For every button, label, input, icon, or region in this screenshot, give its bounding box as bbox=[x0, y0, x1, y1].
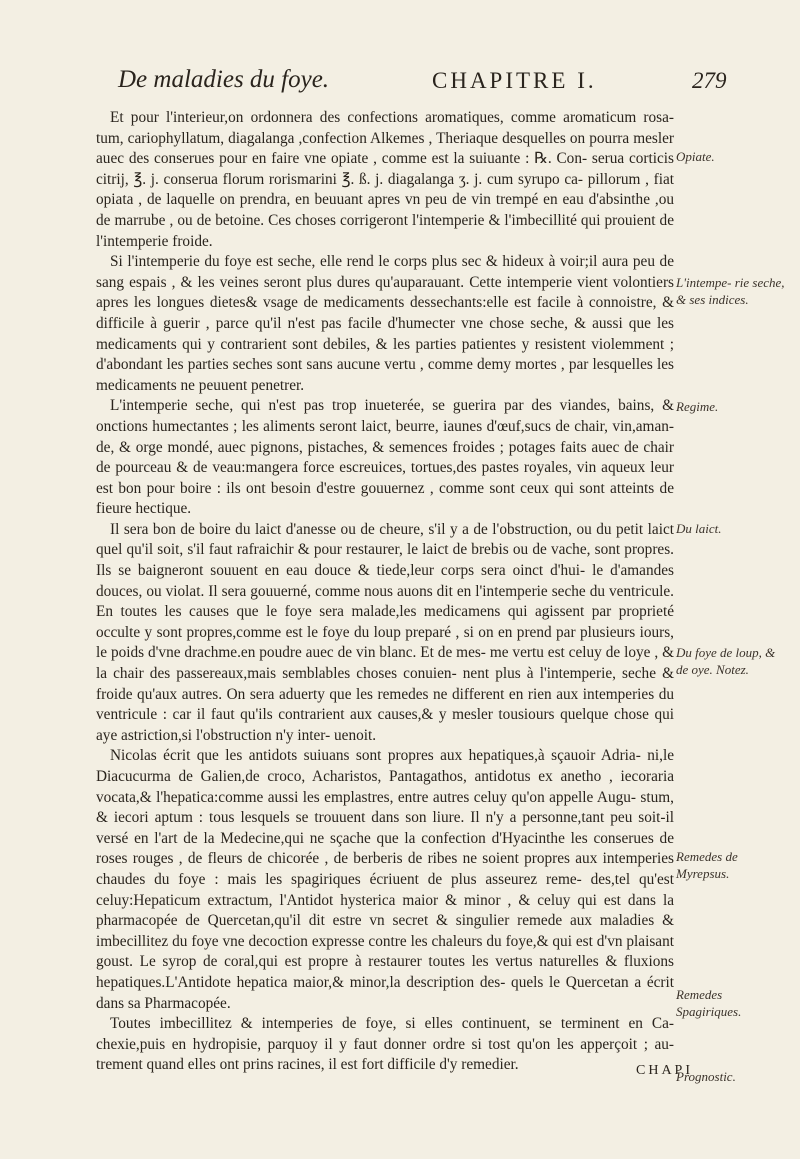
margin-note-spagiric: Remedes Spagiriques. bbox=[676, 987, 742, 1019]
margin-note-milk: Du laict. bbox=[676, 521, 722, 536]
margin-note-myrepsus: Remedes de Myrepsus. bbox=[676, 849, 738, 881]
margin-note-wolf-liver: Du foye de loup, & de oye. Notez. bbox=[676, 645, 776, 677]
running-header bbox=[0, 66, 800, 106]
paragraph-prognostic: Toutes imbecillitez & intemperies de foye, si elles continuent, se terminent en Ca- chexie,puis en hydropisie, parquoy il y faut donner ordre si tost qu'on les apperçoit ; au- trement quand elles ont prins racines, il est fort difficile d'y remedier. bbox=[96, 1015, 674, 1074]
catchword: CHAPI bbox=[636, 1063, 694, 1078]
running-title: De maladies du foye. bbox=[118, 66, 330, 93]
paragraph-antidotes: Nicolas écrit que les antidots suiuans sont propres aux hepatiques,à sçauoir Adria- ni,le Diacucurma de Galien,de croco, Acharistos, Pantagathos, antidotus ex anetho , iecoraria vocata,& l'hepatica:comme aussi les emplastres, entre autres celuy qu'on appelle Augu- stum, & iecori aptum : tous lesquels se trouuent dans son liure. Il n'y a personne,tant peu soit-il versé en l'art de la Medecine,qui ne sçache que la confection d'Hyacinthe les conserues de roses rouges , de fleurs de chicorée , de berberis de ribes ne soient propres aux intemperies chaudes du foye : mais les spagiriques écriuent de plus asseurez reme- des,tel qu'est celuy:Hepaticum extractum, l'Antidot hysterica maior & minor , & celuy qui est dans la pharmacopée de Quercetan,qu'il dit estre vn secret & singulier remede aux maladies & imbecillitez du foye vne decoction expresse contre les chaleurs du foye,& qui est d'vn plaisant goust. Le syrop de coral,qui est propre à restaurer toutes les vertus naturelles & fluxions hepatiques.L'Antidote hepatica maior,& minor,la description des- quels le Quercetan a écrit dans sa Pharmacopée. bbox=[96, 747, 674, 1012]
margin-note-prognostic: Prognostic. bbox=[676, 1069, 736, 1084]
main-text-column bbox=[96, 108, 674, 1076]
paragraph-opiate: Et pour l'interieur,on ordonnera des confections aromatiques, comme aromaticum rosa- tum, cariophyllatum, diagalanga ,confection Alkemes , Theriaque desquelles on pourra mesler auec des conserues pour en faire vne opiate , comme est la suiuante : ℞. Con- serua corticis citrij, ℥. j. conserua florum rorismarini ℥. ß. j. diagalanga ʒ. j. cum syrupo ca- pillorum , fiat opiata , de laquelle on prendra, en beuuant apres vn peu de vin trempé en eau d'absinthe ,ou de marrube , ou de betoine. Ces choses corrigeront l'intemperie & l'imbecillité qui prouient de l'intemperie froide. bbox=[96, 109, 674, 250]
paragraph-regimen: L'intemperie seche, qui n'est pas trop inueterée, se guerira par des viandes, bains, & onctions humectantes ; les aliments seront laict, beurre, iaunes d'œuf,sucs de chair, vin,aman- de, & orge mondé, auec pignons, pistaches, & semences froides ; potages faits auec de chair de pourceau & de veau:mangera force escreuices, tortues,des pastes royales, vin aqueux leur est bon pour boire : ils ont besoin d'estre gouuernez , comme sont ceux qui sont atteints de fieure hectique. bbox=[96, 397, 674, 518]
paragraph-milk: Il sera bon de boire du laict d'anesse ou de cheure, s'il y a de l'obstruction, ou du petit laict quel qu'il soit, s'il faut rafraichir & pour restaurer, le laict de brebis ou de vache, sont propres. Ils se baigneront souuent en eau douce & tiede,leur corps sera oinct d'hui- le d'amandes douces, ou violat. Il sera gouuerné, comme nous auons dit en l'intemperie seche du ventricule. En toutes les causes que le foye sera malade,les medicamens qui agissent par proprieté occulte y sont propres,comme est le foye du loup preparé , si on en prend par plusieurs iours, le poids d'vne drachme.en poudre auec de vin blanc. Et de mes- me vertu est celuy de loye , & la chair des passereaux,mais semblables choses conuien- nent plus à l'intemperie, seche & froide qu'aux autres. On sera aduerty que les remedes ne different en rien aux intemperies du ventricule : car il faut qu'ils contrarient aux causes,& y mesler tousiours quelque chose qui aye astriction,si l'obstruction n'y inter- uenoit. bbox=[96, 520, 674, 744]
margin-note-dry-intemperance: L'intempe- rie seche, & ses indices. bbox=[676, 275, 785, 307]
page-number: 279 bbox=[692, 68, 727, 93]
paragraph-dry-intemperance: Si l'intemperie du foye est seche, elle rend le corps plus sec & hideux à voir;il aura peu de sang espais , & les veines seront plus dures qu'auparauant. Cette intemperie vient volontiers apres les longues dietes& vsage de medicaments dessechants:elle est facile à connoistre, & difficile à guerir , parce qu'il n'est pas facile d'humecter vne chose seche, & aussi que les medicaments qui y contrarient sont debiles, & les parties patientes y resistent violemment ; d'abondant les parties seches sont sans aucune vertu , comme demy mortes , par lesquelles les medicaments ne peuuent penetrer. bbox=[96, 253, 674, 394]
chapter-heading: CHAPITRE I. bbox=[432, 68, 597, 93]
margin-note-opiate: Opiate. bbox=[676, 149, 715, 164]
margin-note-regimen: Regime. bbox=[676, 399, 719, 414]
